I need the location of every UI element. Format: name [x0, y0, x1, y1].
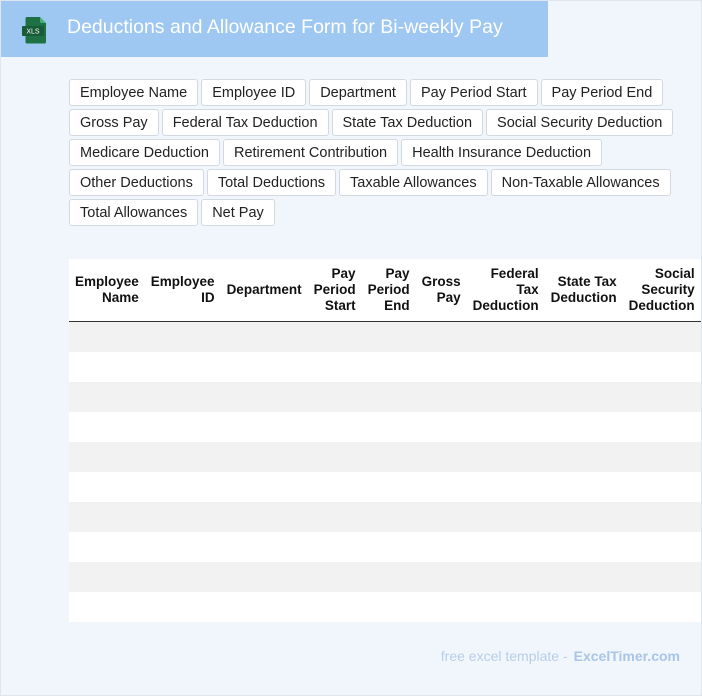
table-cell[interactable]: [221, 562, 308, 592]
table-cell[interactable]: [145, 322, 221, 353]
table-cell[interactable]: [467, 322, 545, 353]
column-header: Employee ID: [145, 259, 221, 322]
table-row: [69, 352, 701, 382]
field-chip[interactable]: Pay Period End: [541, 79, 664, 106]
table-cell[interactable]: [623, 412, 701, 442]
field-chip[interactable]: Employee Name: [69, 79, 198, 106]
table-cell[interactable]: [623, 442, 701, 472]
table-cell[interactable]: [545, 472, 623, 502]
table-cell[interactable]: [145, 562, 221, 592]
table-cell[interactable]: [623, 532, 701, 562]
field-chip[interactable]: Gross Pay: [69, 109, 159, 136]
table-cell[interactable]: [416, 412, 467, 442]
table-cell[interactable]: [221, 442, 308, 472]
field-chip[interactable]: Taxable Allowances: [339, 169, 488, 196]
table-cell[interactable]: [145, 442, 221, 472]
column-header: State Tax Deduction: [545, 259, 623, 322]
table-cell[interactable]: [467, 382, 545, 412]
table-cell[interactable]: [145, 532, 221, 562]
table-cell[interactable]: [416, 352, 467, 382]
table-cell[interactable]: [362, 562, 416, 592]
table-row: [69, 532, 701, 562]
table-cell[interactable]: [623, 592, 701, 622]
table-cell[interactable]: [145, 592, 221, 622]
table-cell[interactable]: [467, 412, 545, 442]
table-cell[interactable]: [308, 322, 362, 353]
table-cell[interactable]: [545, 442, 623, 472]
table-cell[interactable]: [623, 352, 701, 382]
table-cell[interactable]: [69, 472, 145, 502]
field-chip[interactable]: Non-Taxable Allowances: [491, 169, 671, 196]
chip-row: [69, 109, 695, 136]
field-chip[interactable]: Federal Tax Deduction: [162, 109, 329, 136]
table-cell[interactable]: [362, 502, 416, 532]
table-cell[interactable]: [69, 532, 145, 562]
table-cell[interactable]: [545, 532, 623, 562]
page-title: Deductions and Allowance Form for Bi-weekly Pay: [67, 16, 503, 38]
table-cell[interactable]: [308, 532, 362, 562]
table-cell[interactable]: [69, 592, 145, 622]
table-cell[interactable]: [308, 352, 362, 382]
table-cell[interactable]: [69, 322, 145, 353]
table-cell[interactable]: [416, 592, 467, 622]
table-cell[interactable]: [623, 502, 701, 532]
field-chip[interactable]: Total Allowances: [69, 199, 198, 226]
table-cell[interactable]: [362, 382, 416, 412]
table-cell[interactable]: [221, 592, 308, 622]
table-cell[interactable]: [545, 592, 623, 622]
table-cell[interactable]: [221, 502, 308, 532]
field-chip[interactable]: Retirement Contribution: [223, 139, 398, 166]
table-cell[interactable]: [362, 322, 416, 353]
table-cell[interactable]: [416, 562, 467, 592]
table-cell[interactable]: [221, 532, 308, 562]
field-chip[interactable]: State Tax Deduction: [332, 109, 484, 136]
field-chip[interactable]: Other Deductions: [69, 169, 204, 196]
footer-credit: [441, 648, 680, 664]
column-header: Pay Period End: [362, 259, 416, 322]
footer-brand-link[interactable]: ExcelTimer.com: [573, 648, 680, 664]
table-cell[interactable]: [69, 502, 145, 532]
column-header: Department: [221, 259, 308, 322]
table-cell[interactable]: [69, 562, 145, 592]
table-cell[interactable]: [467, 532, 545, 562]
data-table: [69, 259, 701, 622]
chip-row: [69, 139, 695, 166]
table-cell[interactable]: [145, 472, 221, 502]
table-cell[interactable]: [467, 472, 545, 502]
field-chip[interactable]: Total Deductions: [207, 169, 336, 196]
table-cell[interactable]: [362, 532, 416, 562]
table-cell[interactable]: [467, 502, 545, 532]
field-chip[interactable]: Department: [309, 79, 407, 106]
table-row: [69, 442, 701, 472]
field-chip[interactable]: Net Pay: [201, 199, 275, 226]
column-header: Pay Period Start: [308, 259, 362, 322]
chip-row: [69, 79, 695, 106]
table-cell[interactable]: [467, 592, 545, 622]
title-banner: [1, 1, 548, 57]
table-cell[interactable]: [545, 412, 623, 442]
table-cell[interactable]: [308, 592, 362, 622]
table-cell[interactable]: [145, 352, 221, 382]
table-cell[interactable]: [308, 412, 362, 442]
table-cell[interactable]: [416, 322, 467, 353]
column-header: Employee Name: [69, 259, 145, 322]
table-cell[interactable]: [221, 382, 308, 412]
table-cell[interactable]: [362, 442, 416, 472]
table-cell[interactable]: [69, 352, 145, 382]
svg-text:XLS: XLS: [26, 28, 40, 36]
table-cell[interactable]: [362, 592, 416, 622]
table-row: [69, 322, 701, 353]
table-cell[interactable]: [545, 322, 623, 353]
table-cell[interactable]: [623, 562, 701, 592]
chip-row: [69, 199, 695, 226]
table-cell[interactable]: [545, 352, 623, 382]
table-cell[interactable]: [623, 322, 701, 353]
table-cell[interactable]: [467, 442, 545, 472]
table-cell[interactable]: [362, 412, 416, 442]
table-cell[interactable]: [416, 502, 467, 532]
table-cell[interactable]: [145, 502, 221, 532]
table-cell[interactable]: [467, 562, 545, 592]
field-chip-list: [69, 79, 695, 229]
table-row: [69, 592, 701, 622]
field-chip[interactable]: Health Insurance Deduction: [401, 139, 602, 166]
excel-file-icon: [21, 15, 51, 45]
table-cell[interactable]: [221, 322, 308, 353]
table-cell[interactable]: [308, 502, 362, 532]
table-cell[interactable]: [416, 472, 467, 502]
table-row: [69, 412, 701, 442]
table-cell[interactable]: [545, 562, 623, 592]
column-header: Social Security Deduction: [623, 259, 701, 322]
table-header-row: [69, 259, 701, 322]
table-cell[interactable]: [308, 442, 362, 472]
footer-text: free excel template -: [440, 648, 568, 664]
table-cell[interactable]: [221, 352, 308, 382]
table-cell[interactable]: [362, 472, 416, 502]
table-cell[interactable]: [221, 412, 308, 442]
table-row: [69, 562, 701, 592]
table-row: [69, 382, 701, 412]
table-cell[interactable]: [308, 472, 362, 502]
table-cell[interactable]: [69, 382, 145, 412]
table-cell[interactable]: [308, 382, 362, 412]
table-cell[interactable]: [145, 382, 221, 412]
table-cell[interactable]: [416, 442, 467, 472]
table-cell[interactable]: [467, 352, 545, 382]
table-cell[interactable]: [362, 352, 416, 382]
table-row: [69, 472, 701, 502]
table-cell[interactable]: [69, 412, 145, 442]
field-chip[interactable]: Medicare Deduction: [69, 139, 220, 166]
table-row: [69, 502, 701, 532]
table-cell[interactable]: [623, 382, 701, 412]
table-cell[interactable]: [416, 382, 467, 412]
table-cell[interactable]: [545, 382, 623, 412]
table-cell[interactable]: [623, 472, 701, 502]
field-chip[interactable]: Pay Period Start: [410, 79, 538, 106]
table-cell[interactable]: [145, 412, 221, 442]
table-cell[interactable]: [416, 532, 467, 562]
table-cell[interactable]: [545, 502, 623, 532]
column-header: Gross Pay: [416, 259, 467, 322]
table-cell[interactable]: [69, 442, 145, 472]
column-header: Federal Tax Deduction: [467, 259, 545, 322]
data-table-container[interactable]: [69, 259, 695, 622]
table-cell[interactable]: [221, 472, 308, 502]
field-chip[interactable]: Social Security Deduction: [486, 109, 673, 136]
field-chip[interactable]: Employee ID: [201, 79, 306, 106]
chip-row: [69, 169, 695, 196]
table-cell[interactable]: [308, 562, 362, 592]
